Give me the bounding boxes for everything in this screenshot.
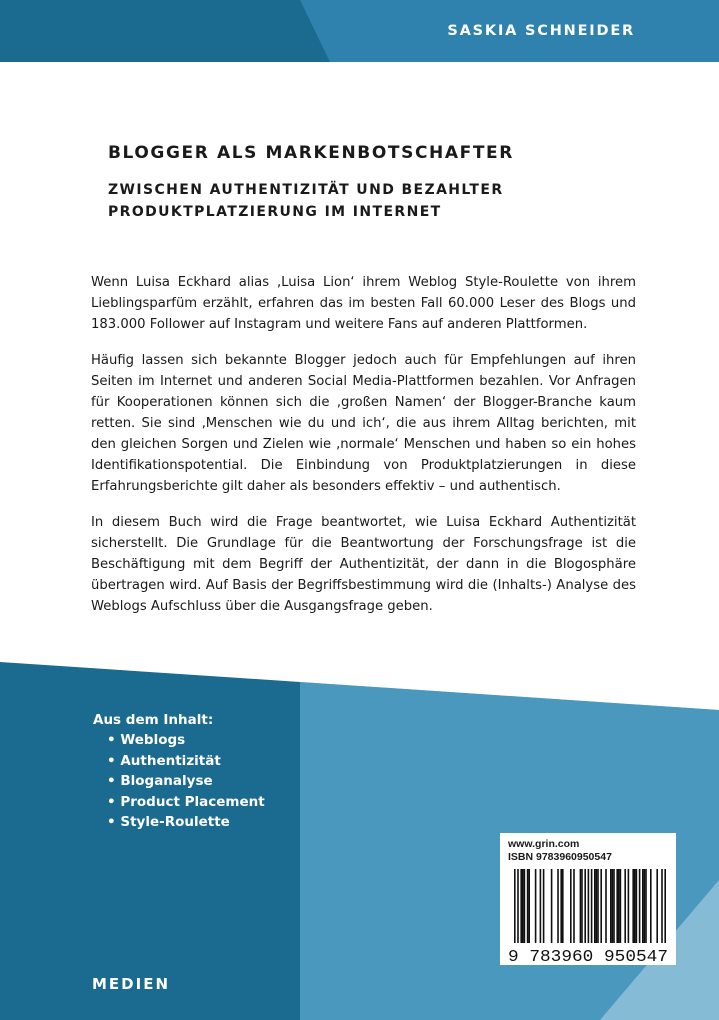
barcode-bar [632, 869, 634, 943]
barcode-bar [600, 869, 602, 943]
barcode-digits: 9 783960 950547 [508, 948, 668, 965]
barcode-bar [610, 869, 612, 943]
barcode-bar [642, 869, 644, 943]
barcode-bar [639, 869, 641, 943]
contents-item: • Product Placement [107, 792, 265, 813]
barcode-bar [551, 869, 553, 943]
barcode-bar [620, 869, 622, 943]
title-block [108, 143, 514, 223]
barcode-bar [634, 869, 636, 943]
blurb [91, 272, 636, 632]
barcode-bar [644, 869, 646, 943]
subtitle-line: ZWISCHEN AUTHENTIZITÄT UND BEZAHLTER [108, 182, 504, 198]
contents-list [93, 712, 265, 833]
book-title: BLOGGER ALS MARKENBOTSCHAFTER [108, 143, 514, 163]
barcode-bar [540, 869, 542, 943]
barcode-bar [562, 869, 564, 943]
contents-item: • Bloganalyse [107, 771, 265, 792]
barcode-bar [573, 869, 575, 943]
barcode-bar [580, 869, 582, 943]
isbn-label: ISBN 9783960950547 [508, 851, 612, 863]
barcode-bar [527, 869, 529, 943]
barcode-bar [594, 869, 596, 943]
barcode-bar [528, 869, 530, 943]
barcode-bar [613, 869, 615, 943]
contents-item: • Authentizität [107, 751, 265, 772]
barcode-bar [560, 869, 562, 943]
barcode-bar [650, 869, 652, 943]
barcode-bar [612, 869, 614, 943]
barcode-bar [591, 869, 593, 943]
contents-item: • Weblogs [107, 730, 265, 751]
blurb-paragraph: Wenn Luisa Eckhard alias ‚Luisa Lion‘ ihrem Weblog Style-Roulette von ihrem Lieblingsparfüm erzählt, erfahren das im besten Fall 60.000 Leser des Blogs und 183.000 Follower auf Instagram und weitere Fans auf anderen Plattformen. [91, 275, 636, 332]
contents-item: • Style-Roulette [107, 812, 265, 833]
barcode-image [500, 833, 676, 965]
subtitle-line: PRODUKTPLATZIERUNG IM INTERNET [108, 204, 442, 220]
barcode-bar [636, 869, 638, 943]
category-label: MEDIEN [92, 975, 171, 993]
barcode-bar [588, 869, 590, 943]
barcode-bar [584, 869, 586, 943]
author-name: SASKIA SCHNEIDER [447, 23, 635, 39]
barcode-bar [535, 869, 537, 943]
barcode-bar [656, 869, 658, 943]
barcode-bar [514, 869, 516, 943]
barcode-bar [581, 869, 583, 943]
barcode-bar [557, 869, 559, 943]
barcode-bar [543, 869, 545, 943]
barcode-bar [524, 869, 526, 943]
barcode-bar [645, 869, 647, 943]
barcode-bar [618, 869, 620, 943]
blurb-paragraph: In diesem Buch wird die Frage beantwortet, wie Luisa Eckhard Authentizität sicherstellt. Die Grundlage für die Beantwortung der Forschungsfrage ist die Beschäftigung mit dem Begriff der Authentizität, der dann in die Blogosphäre übertragen wird. Auf Basis der Begriffsbestimmung wird die (Inhalts-) Analyse des Weblogs Aufschluss über die Ausgangsfrage geben. [91, 515, 636, 614]
publisher-url: www.grin.com [508, 838, 580, 850]
barcode-bar [596, 869, 598, 943]
book-subtitle [108, 179, 514, 223]
barcode-bar [520, 869, 522, 943]
blurb-paragraph: Häufig lassen sich bekannte Blogger jedoch auch für Empfehlungen auf ihren Seiten im Internet und anderen Social Media-Plattformen bezahlen. Vor Anfragen für Kooperationen können sich die ‚großen Namen‘ der Blogger-Branche kaum retten. Sie sind ‚Menschen wie du und ich‘, die aus ihrem Alltag berichten, mit den gleichen Sorgen und Zielen wie ‚normale‘ Menschen und haben so ein hohes Identifikationspotential. Die Einbindung von Produktplatzierungen in diese Erfahrungsberichte gilt daher als besonders effektiv – und authentisch. [91, 353, 636, 494]
barcode-bar [605, 869, 607, 943]
barcode-bar [517, 869, 519, 943]
barcode-bar [661, 869, 663, 943]
contents-heading: Aus dem Inhalt: [93, 712, 214, 728]
barcode-bar [624, 869, 626, 943]
barcode-bar [597, 869, 599, 943]
barcode-area [500, 833, 676, 965]
barcode-bar [570, 869, 572, 943]
barcode-bar [522, 869, 524, 943]
barcode-bar [664, 869, 666, 943]
barcode-bar [616, 869, 618, 943]
barcode-bar [628, 869, 630, 943]
